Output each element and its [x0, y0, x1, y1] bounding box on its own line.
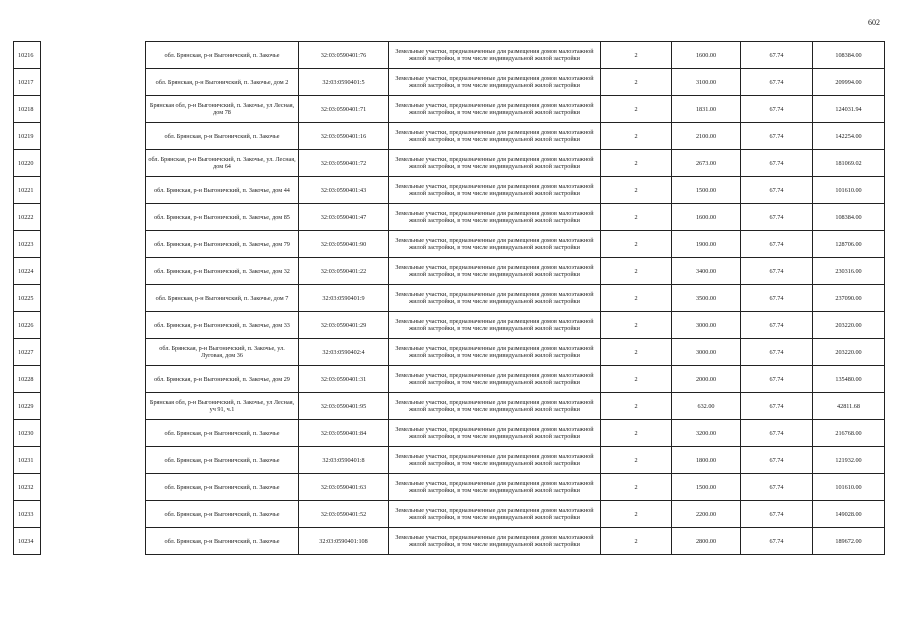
code-cell: 2: [601, 420, 672, 447]
area-cell: 3000.00: [672, 339, 741, 366]
code-cell: 2: [601, 447, 672, 474]
empty-column: [41, 204, 146, 231]
cadastral-value-cell: 230316.00: [813, 258, 885, 285]
row-number: 10223: [14, 231, 41, 258]
row-number: 10221: [14, 177, 41, 204]
code-cell: 2: [601, 501, 672, 528]
land-use-cell: Земельные участки, предназначенные для размещения домов малоэтажной жилой застройки, в том числе индивидуальной жилой застройки: [389, 366, 601, 393]
rate-cell: 67.74: [741, 258, 813, 285]
row-number: 10233: [14, 501, 41, 528]
cadastral-number-cell: 32:03:0590401:5: [299, 69, 389, 96]
cadastral-number-cell: 32:03:0590401:43: [299, 177, 389, 204]
rate-cell: 67.74: [741, 501, 813, 528]
cadastral-number-cell: 32:03:0590401:8: [299, 447, 389, 474]
area-cell: 632.00: [672, 393, 741, 420]
empty-column: [41, 366, 146, 393]
area-cell: 1500.00: [672, 474, 741, 501]
empty-column: [41, 501, 146, 528]
area-cell: 1500.00: [672, 177, 741, 204]
address-cell: обл. Брянская, р-н Выгоничский, п. Закочье, дом 85: [146, 204, 299, 231]
land-use-cell: Земельные участки, предназначенные для размещения домов малоэтажной жилой застройки, в том числе индивидуальной жилой застройки: [389, 312, 601, 339]
row-number: 10229: [14, 393, 41, 420]
cadastral-value-cell: 189672.00: [813, 528, 885, 555]
address-cell: обл. Брянская, р-н Выгоничский, п. Закочье, дом 32: [146, 258, 299, 285]
empty-column: [41, 339, 146, 366]
cadastral-number-cell: 32:03:0590401:72: [299, 150, 389, 177]
empty-column: [41, 420, 146, 447]
table-row: [14, 339, 885, 366]
cadastral-number-cell: 32:03:0590401:63: [299, 474, 389, 501]
cadastral-value-cell: 128706.00: [813, 231, 885, 258]
cadastral-value-cell: 108384.00: [813, 42, 885, 69]
code-cell: 2: [601, 339, 672, 366]
row-number: 10219: [14, 123, 41, 150]
rate-cell: 67.74: [741, 96, 813, 123]
code-cell: 2: [601, 177, 672, 204]
land-use-cell: Земельные участки, предназначенные для размещения домов малоэтажной жилой застройки, в том числе индивидуальной жилой застройки: [389, 501, 601, 528]
row-number: 10232: [14, 474, 41, 501]
land-use-cell: Земельные участки, предназначенные для размещения домов малоэтажной жилой застройки, в том числе индивидуальной жилой застройки: [389, 204, 601, 231]
code-cell: 2: [601, 96, 672, 123]
cadastral-value-cell: 101610.00: [813, 177, 885, 204]
empty-column: [41, 69, 146, 96]
cadastral-number-cell: 32:03:0590401:52: [299, 501, 389, 528]
land-use-cell: Земельные участки, предназначенные для размещения домов малоэтажной жилой застройки, в том числе индивидуальной жилой застройки: [389, 123, 601, 150]
table-row: [14, 420, 885, 447]
code-cell: 2: [601, 366, 672, 393]
rate-cell: 67.74: [741, 285, 813, 312]
cadastral-number-cell: 32:03:0590401:29: [299, 312, 389, 339]
land-register-table: [13, 41, 885, 555]
table-row: [14, 231, 885, 258]
area-cell: 1800.00: [672, 447, 741, 474]
area-cell: 2200.00: [672, 501, 741, 528]
empty-column: [41, 312, 146, 339]
cadastral-value-cell: 42811.68: [813, 393, 885, 420]
rate-cell: 67.74: [741, 177, 813, 204]
empty-column: [41, 231, 146, 258]
address-cell: обл. Брянская, р-н Выгоничский, п. Закочье, дом 2: [146, 69, 299, 96]
table-row: [14, 42, 885, 69]
cadastral-number-cell: 32:03:0590402:4: [299, 339, 389, 366]
cadastral-value-cell: 237090.00: [813, 285, 885, 312]
code-cell: 2: [601, 42, 672, 69]
row-number: 10216: [14, 42, 41, 69]
address-cell: обл. Брянская, р-н Выгоничский, п. Закочье, дом 44: [146, 177, 299, 204]
row-number: 10224: [14, 258, 41, 285]
land-use-cell: Земельные участки, предназначенные для размещения домов малоэтажной жилой застройки, в том числе индивидуальной жилой застройки: [389, 150, 601, 177]
empty-column: [41, 258, 146, 285]
code-cell: 2: [601, 474, 672, 501]
area-cell: 1900.00: [672, 231, 741, 258]
code-cell: 2: [601, 231, 672, 258]
address-cell: обл. Брянская, р-н Выгоничский, п. Закочье: [146, 420, 299, 447]
rate-cell: 67.74: [741, 123, 813, 150]
area-cell: 2673.00: [672, 150, 741, 177]
cadastral-value-cell: 135480.00: [813, 366, 885, 393]
area-cell: 3100.00: [672, 69, 741, 96]
area-cell: 1831.00: [672, 96, 741, 123]
cadastral-number-cell: 32:03:0590401:108: [299, 528, 389, 555]
address-cell: обл. Брянская, р-н Выгоничский, п. Закочье, ул. Лесная, дом 64: [146, 150, 299, 177]
cadastral-number-cell: 32:03:0590401:84: [299, 420, 389, 447]
rate-cell: 67.74: [741, 204, 813, 231]
row-number: 10218: [14, 96, 41, 123]
land-use-cell: Земельные участки, предназначенные для размещения домов малоэтажной жилой застройки, в том числе индивидуальной жилой застройки: [389, 339, 601, 366]
cadastral-value-cell: 216768.00: [813, 420, 885, 447]
rate-cell: 67.74: [741, 393, 813, 420]
land-use-cell: Земельные участки, предназначенные для размещения домов малоэтажной жилой застройки, в том числе индивидуальной жилой застройки: [389, 285, 601, 312]
land-use-cell: Земельные участки, предназначенные для размещения домов малоэтажной жилой застройки, в том числе индивидуальной жилой застройки: [389, 258, 601, 285]
land-use-cell: Земельные участки, предназначенные для размещения домов малоэтажной жилой застройки, в том числе индивидуальной жилой застройки: [389, 177, 601, 204]
empty-column: [41, 150, 146, 177]
table-row: [14, 393, 885, 420]
row-number: 10217: [14, 69, 41, 96]
cadastral-number-cell: 32:03:0590401:31: [299, 366, 389, 393]
address-cell: обл. Брянская, р-н Выгоничский, п. Закочье, дом 33: [146, 312, 299, 339]
empty-column: [41, 42, 146, 69]
table-row: [14, 474, 885, 501]
land-use-cell: Земельные участки, предназначенные для размещения домов малоэтажной жилой застройки, в том числе индивидуальной жилой застройки: [389, 474, 601, 501]
row-number: 10220: [14, 150, 41, 177]
rate-cell: 67.74: [741, 528, 813, 555]
table-row: [14, 258, 885, 285]
address-cell: обл. Брянская, р-н Выгоничский, п. Закочье, ул. Луговая, дом 36: [146, 339, 299, 366]
rate-cell: 67.74: [741, 366, 813, 393]
rate-cell: 67.74: [741, 339, 813, 366]
empty-column: [41, 393, 146, 420]
table-row: [14, 312, 885, 339]
empty-column: [41, 123, 146, 150]
address-cell: обл. Брянская, р-н Выгоничский, п. Закочье: [146, 528, 299, 555]
cadastral-value-cell: 101610.00: [813, 474, 885, 501]
cadastral-value-cell: 108384.00: [813, 204, 885, 231]
empty-column: [41, 528, 146, 555]
row-number: 10230: [14, 420, 41, 447]
address-cell: обл. Брянская, р-н Выгоничский, п. Закочье: [146, 447, 299, 474]
land-use-cell: Земельные участки, предназначенные для размещения домов малоэтажной жилой застройки, в том числе индивидуальной жилой застройки: [389, 231, 601, 258]
land-use-cell: Земельные участки, предназначенные для размещения домов малоэтажной жилой застройки, в том числе индивидуальной жилой застройки: [389, 528, 601, 555]
code-cell: 2: [601, 69, 672, 96]
area-cell: 1600.00: [672, 204, 741, 231]
rate-cell: 67.74: [741, 474, 813, 501]
rate-cell: 67.74: [741, 69, 813, 96]
code-cell: 2: [601, 150, 672, 177]
land-use-cell: Земельные участки, предназначенные для размещения домов малоэтажной жилой застройки, в том числе индивидуальной жилой застройки: [389, 69, 601, 96]
register-body: [14, 42, 885, 555]
cadastral-value-cell: 209994.00: [813, 69, 885, 96]
empty-column: [41, 177, 146, 204]
address-cell: Брянская обл, р-н Выгоничский, п. Закочье, ул Лесная, уч 91, ч.1: [146, 393, 299, 420]
area-cell: 3200.00: [672, 420, 741, 447]
rate-cell: 67.74: [741, 447, 813, 474]
code-cell: 2: [601, 123, 672, 150]
code-cell: 2: [601, 393, 672, 420]
address-cell: обл. Брянская, р-н Выгоничский, п. Закочье: [146, 474, 299, 501]
table-row: [14, 96, 885, 123]
row-number: 10225: [14, 285, 41, 312]
rate-cell: 67.74: [741, 312, 813, 339]
land-use-cell: Земельные участки, предназначенные для размещения домов малоэтажной жилой застройки, в том числе индивидуальной жилой застройки: [389, 447, 601, 474]
code-cell: 2: [601, 258, 672, 285]
address-cell: обл. Брянская, р-н Выгоничский, п. Закочье: [146, 123, 299, 150]
code-cell: 2: [601, 285, 672, 312]
address-cell: обл. Брянская, р-н Выгоничский, п. Закочье, дом 79: [146, 231, 299, 258]
area-cell: 3500.00: [672, 285, 741, 312]
table-row: [14, 150, 885, 177]
cadastral-value-cell: 124031.94: [813, 96, 885, 123]
table-row: [14, 366, 885, 393]
cadastral-number-cell: 32:03:0590401:16: [299, 123, 389, 150]
table-row: [14, 447, 885, 474]
cadastral-value-cell: 203220.00: [813, 312, 885, 339]
cadastral-value-cell: 149028.00: [813, 501, 885, 528]
table-row: [14, 501, 885, 528]
rate-cell: 67.74: [741, 231, 813, 258]
table-row: [14, 528, 885, 555]
code-cell: 2: [601, 312, 672, 339]
cadastral-number-cell: 32:03:0590401:22: [299, 258, 389, 285]
table-row: [14, 285, 885, 312]
area-cell: 2100.00: [672, 123, 741, 150]
cadastral-value-cell: 142254.00: [813, 123, 885, 150]
row-number: 10222: [14, 204, 41, 231]
address-cell: Брянская обл, р-н Выгоничский, п. Закочье, ул Лесная, дом 78: [146, 96, 299, 123]
area-cell: 1600.00: [672, 42, 741, 69]
cadastral-number-cell: 32:03:0590401:47: [299, 204, 389, 231]
table-row: [14, 123, 885, 150]
row-number: 10228: [14, 366, 41, 393]
row-number: 10231: [14, 447, 41, 474]
page-number: 602: [868, 18, 880, 27]
cadastral-value-cell: 181069.02: [813, 150, 885, 177]
empty-column: [41, 447, 146, 474]
row-number: 10227: [14, 339, 41, 366]
empty-column: [41, 96, 146, 123]
table-row: [14, 177, 885, 204]
cadastral-number-cell: 32:03:0590401:90: [299, 231, 389, 258]
area-cell: 3000.00: [672, 312, 741, 339]
address-cell: обл. Брянская, р-н Выгоничский, п. Закочье: [146, 501, 299, 528]
rate-cell: 67.74: [741, 150, 813, 177]
cadastral-number-cell: 32:03:0590401:76: [299, 42, 389, 69]
table-row: [14, 204, 885, 231]
empty-column: [41, 285, 146, 312]
rate-cell: 67.74: [741, 420, 813, 447]
address-cell: обл. Брянская, р-н Выгоничский, п. Закочье, дом 29: [146, 366, 299, 393]
code-cell: 2: [601, 528, 672, 555]
cadastral-value-cell: 203220.00: [813, 339, 885, 366]
address-cell: обл. Брянская, р-н Выгоничский, п. Закочье, дом 7: [146, 285, 299, 312]
row-number: 10226: [14, 312, 41, 339]
empty-column: [41, 474, 146, 501]
area-cell: 3400.00: [672, 258, 741, 285]
cadastral-value-cell: 121932.00: [813, 447, 885, 474]
table-row: [14, 69, 885, 96]
area-cell: 2000.00: [672, 366, 741, 393]
rate-cell: 67.74: [741, 42, 813, 69]
cadastral-number-cell: 32:03:0590401:95: [299, 393, 389, 420]
cadastral-number-cell: 32:03:0590401:71: [299, 96, 389, 123]
area-cell: 2800.00: [672, 528, 741, 555]
land-use-cell: Земельные участки, предназначенные для размещения домов малоэтажной жилой застройки, в том числе индивидуальной жилой застройки: [389, 96, 601, 123]
land-use-cell: Земельные участки, предназначенные для размещения домов малоэтажной жилой застройки, в том числе индивидуальной жилой застройки: [389, 420, 601, 447]
address-cell: обл. Брянская, р-н Выгоничский, п. Закочье: [146, 42, 299, 69]
row-number: 10234: [14, 528, 41, 555]
cadastral-number-cell: 32:03:0590401:9: [299, 285, 389, 312]
land-use-cell: Земельные участки, предназначенные для размещения домов малоэтажной жилой застройки, в том числе индивидуальной жилой застройки: [389, 393, 601, 420]
land-use-cell: Земельные участки, предназначенные для размещения домов малоэтажной жилой застройки, в том числе индивидуальной жилой застройки: [389, 42, 601, 69]
code-cell: 2: [601, 204, 672, 231]
